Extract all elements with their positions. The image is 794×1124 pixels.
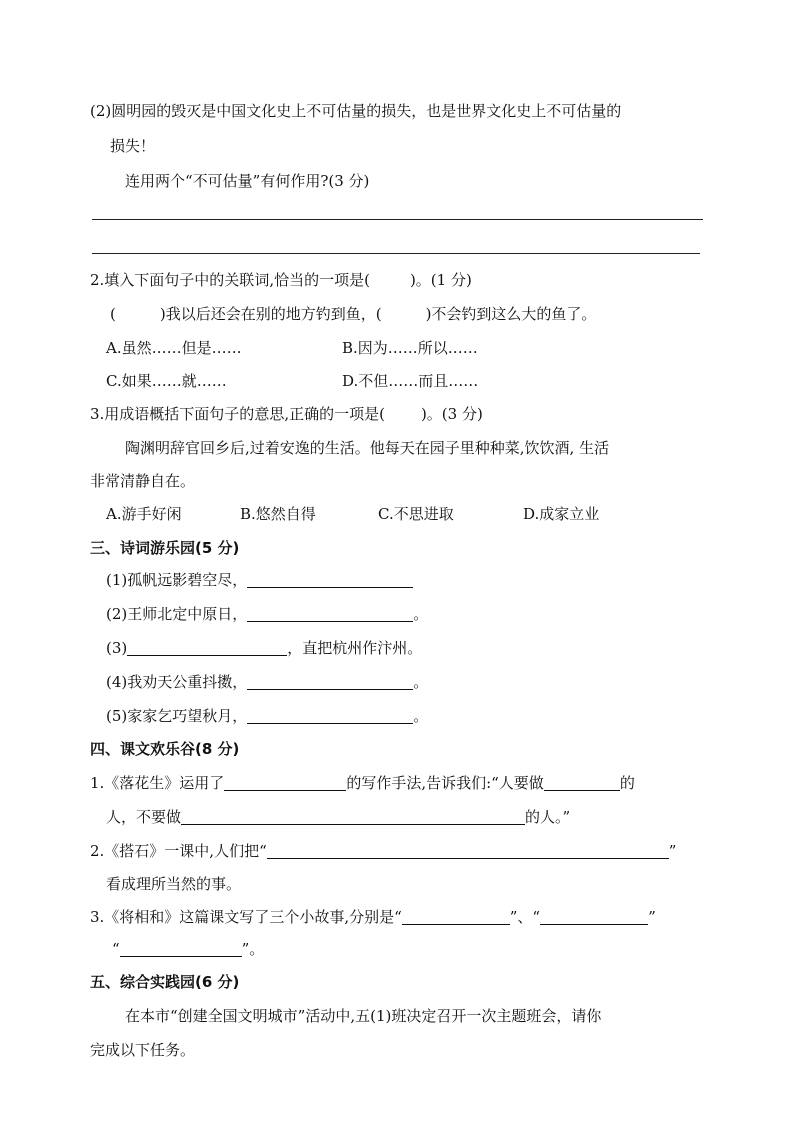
q2-sentence-mid: )我以后还会在别的地方钓到鱼，( [159, 305, 382, 323]
section5-heading: 五、综合实践园(6 分) [90, 973, 240, 991]
s4-q3-blank-2[interactable] [540, 923, 648, 925]
poem-3-text: (3) [106, 639, 128, 657]
answer-line-2[interactable] [92, 253, 700, 254]
q3-option-a[interactable]: A.游手好闲 [106, 505, 182, 523]
s4-q2-line2: 看成理所当然的事。 [106, 875, 242, 893]
poem-5-text: (5)家家乞巧望秋月， [106, 707, 248, 725]
poem-2-blank[interactable] [247, 620, 413, 622]
q2-option-a[interactable]: A.虽然……但是…… [106, 339, 242, 357]
s4-q3-line2 [112, 938, 264, 959]
q3-option-d[interactable]: D.成家立业 [523, 505, 600, 523]
q3-stem-b: )。(3 分) [420, 405, 483, 423]
poem-3-after: ，直把杭州作汴州。 [287, 639, 423, 657]
s4-q2-b: ” [668, 842, 677, 860]
poem-item-2 [106, 603, 428, 624]
s4-q3-blank-1[interactable] [402, 923, 510, 925]
s4-q1-d: 人，不要做 [106, 808, 182, 826]
s4-q1-line2 [106, 806, 570, 827]
s4-q2-blank[interactable] [267, 857, 669, 859]
q2-stem-b: )。(1 分) [409, 271, 472, 289]
q1-2-line2: 损失！ [110, 137, 156, 155]
s4-q1-blank-1[interactable] [224, 789, 346, 791]
poem-2-text: (2)王师北定中原日， [106, 605, 248, 623]
poem-3-blank[interactable] [127, 654, 287, 656]
section4-heading: 四、课文欢乐谷(8 分) [90, 740, 240, 758]
answer-line-1[interactable] [92, 219, 703, 220]
q3-option-b[interactable]: B.悠然自得 [240, 505, 316, 523]
poem-item-1 [106, 569, 413, 590]
poem-1-text: (1)孤帆远影碧空尽， [106, 571, 248, 589]
poem-item-3 [106, 637, 422, 658]
poem-item-5 [106, 705, 428, 726]
poem-5-after: 。 [413, 707, 429, 725]
q2-option-c[interactable]: C.如果……就…… [106, 372, 227, 390]
poem-4-after: 。 [413, 673, 429, 691]
s4-q3-e: ”。 [241, 940, 265, 958]
q3-stem-a: 3.用成语概括下面句子的意思,正确的一项是( [90, 405, 385, 423]
s4-q3-line1 [90, 906, 656, 927]
poem-4-blank[interactable] [247, 688, 413, 690]
q3-passage-line2: 非常清静自在。 [90, 472, 196, 490]
q2-sentence-open: ( [110, 305, 116, 323]
s4-q2-a: 2.《搭石》一课中,人们把“ [90, 842, 267, 860]
poem-1-blank[interactable] [247, 586, 413, 588]
q3-option-c[interactable]: C.不思进取 [378, 505, 454, 523]
poem-5-blank[interactable] [247, 722, 413, 724]
section3-heading: 三、诗词游乐园(5 分) [90, 539, 240, 557]
s4-q3-c: ” [648, 908, 656, 926]
s4-q3-b: ”、“ [509, 908, 541, 926]
s4-q3-d: “ [112, 940, 120, 958]
s4-q1-b: 的写作手法,告诉我们:“人要做 [346, 774, 544, 792]
s4-q2-line1 [90, 840, 676, 861]
s4-q1-e: 的人。” [525, 808, 571, 826]
section5-line1: 在本市“创建全国文明城市”活动中,五(1)班决定召开一次主题班会，请你 [125, 1007, 602, 1025]
poem-4-text: (4)我劝天公重抖擞， [106, 673, 248, 691]
q2-stem [90, 269, 472, 290]
q1-2-line1: (2)圆明园的毁灭是中国文化史上不可估量的损失，也是世界文化史上不可估量的 [90, 102, 622, 120]
q2-sentence-end: )不会钓到这么大的鱼了。 [425, 305, 597, 323]
poem-2-after: 。 [413, 605, 429, 623]
s4-q1-line1 [90, 772, 635, 793]
s4-q1-blank-2[interactable] [544, 789, 620, 791]
poem-item-4 [106, 671, 428, 692]
q2-stem-a: 2.填入下面句子中的关联词,恰当的一项是( [90, 271, 370, 289]
s4-q3-a: 3.《将相和》这篇课文写了三个小故事,分别是“ [90, 908, 402, 926]
s4-q3-blank-3[interactable] [120, 955, 242, 957]
q1-2-prompt: 连用两个“不可估量”有何作用?(3 分) [125, 172, 370, 190]
s4-q1-blank-3[interactable] [181, 823, 525, 825]
s4-q1-c: 的 [619, 774, 635, 792]
q2-sentence [110, 303, 596, 324]
s4-q1-a: 1.《落花生》运用了 [90, 774, 225, 792]
section5-line2: 完成以下任务。 [90, 1041, 196, 1059]
q2-option-d[interactable]: D.不但……而且…… [342, 372, 479, 390]
q3-passage-line1: 陶渊明辞官回乡后,过着安逸的生活。他每天在园子里种种菜,饮饮酒, 生活 [125, 439, 610, 457]
q3-stem [90, 403, 483, 424]
q2-option-b[interactable]: B.因为……所以…… [342, 339, 478, 357]
